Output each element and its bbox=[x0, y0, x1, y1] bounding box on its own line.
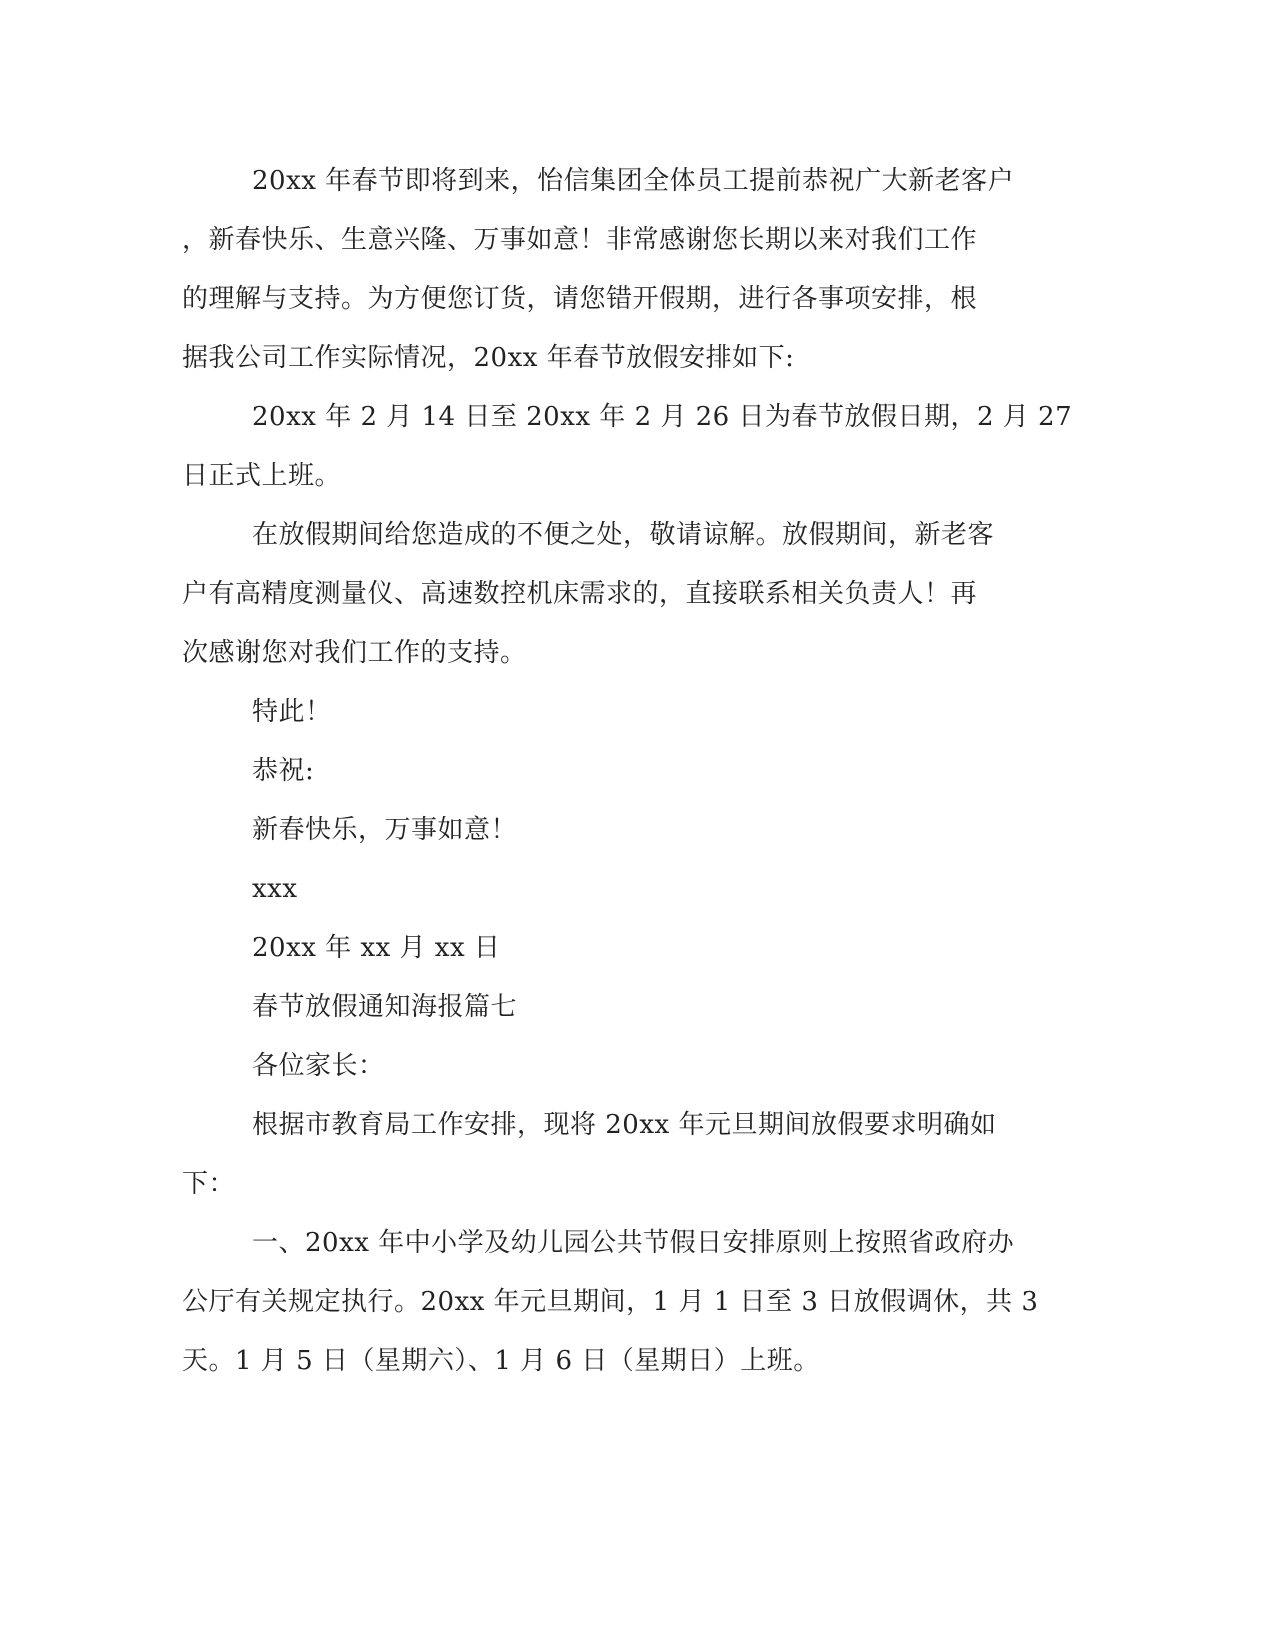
text-line: 恭祝: bbox=[252, 756, 315, 786]
text-line: 下： bbox=[182, 1169, 236, 1199]
text-line: 根据市教育局工作安排，现将 20xx 年元旦期间放假要求明确如 bbox=[252, 1110, 997, 1140]
text-line: 20xx 年春节即将到来，怡信集团全体员工提前恭祝广大新老客户 bbox=[252, 166, 1015, 196]
text-line: 户有高精度测量仪、高速数控机床需求的，直接联系相关负责人！再 bbox=[182, 579, 978, 609]
text-line: 天。1 月 5 日（星期六）、1 月 6 日（星期日）上班。 bbox=[182, 1346, 820, 1376]
text-line: 日正式上班。 bbox=[182, 461, 342, 491]
text-line: 20xx 年 2 月 14 日至 20xx 年 2 月 26 日为春节放假日期，2 月 27 bbox=[252, 402, 1073, 432]
text-line: 特此！ bbox=[252, 697, 332, 727]
text-line: 公厅有关规定执行。20xx 年元旦期间，1 月 1 日至 3 日放假调休，共 3 bbox=[182, 1287, 1039, 1317]
text-line: 的理解与支持。为方便您订货，请您错开假期，进行各事项安排，根 bbox=[182, 284, 978, 314]
section-heading: 春节放假通知海报篇七 bbox=[252, 992, 518, 1022]
text-line: 新春快乐，万事如意！ bbox=[252, 815, 518, 845]
signature-date: 20xx 年 xx 月 xx 日 bbox=[252, 933, 501, 963]
document-body bbox=[182, 152, 1073, 1391]
text-line: 一、20xx 年中小学及幼儿园公共节假日安排原则上按照省政府办 bbox=[252, 1228, 1015, 1258]
text-line: 据我公司工作实际情况，20xx 年春节放假安排如下: bbox=[182, 343, 795, 373]
salutation: 各位家长： bbox=[252, 1051, 385, 1081]
text-line: 次感谢您对我们工作的支持。 bbox=[182, 638, 527, 668]
text-line: 在放假期间给您造成的不便之处，敬请谅解。放假期间，新老客 bbox=[252, 520, 995, 550]
text-line: ，新春快乐、生意兴隆、万事如意！非常感谢您长期以来对我们工作 bbox=[182, 225, 978, 255]
signature-name: xxx bbox=[252, 874, 298, 904]
